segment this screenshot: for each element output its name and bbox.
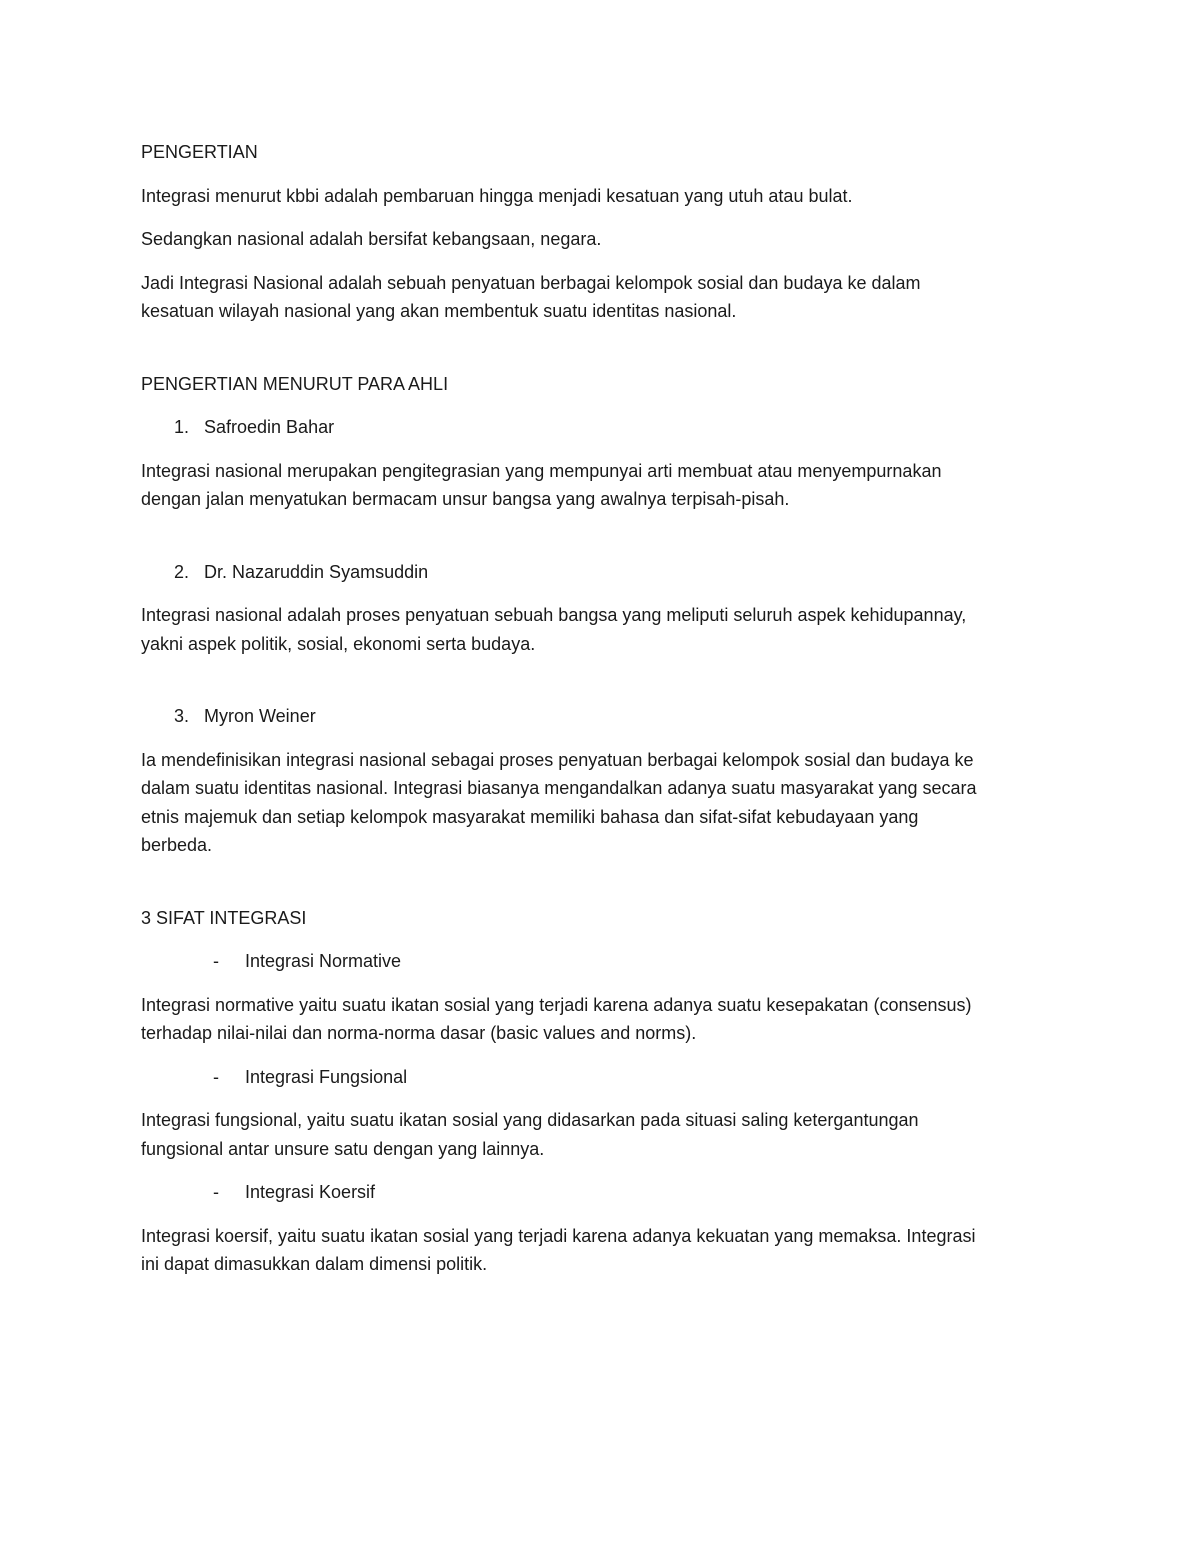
paragraph-line: fungsional antar unsure satu dengan yang lainnya. bbox=[141, 1138, 545, 1159]
paragraph-line: Integrasi nasional adalah proses penyatuan sebuah bangsa yang meliputi seluruh aspek kehidupannay, bbox=[141, 605, 967, 625]
paragraph-nasional: Sedangkan nasional adalah bersifat kebangsaan, negara. bbox=[141, 229, 602, 249]
section-heading-sifat-integrasi: 3 SIFAT INTEGRASI bbox=[141, 907, 307, 928]
integration-type-name: Integrasi Koersif bbox=[245, 1182, 376, 1202]
integration-type-definition bbox=[141, 1222, 1061, 1279]
integration-type-name: Integrasi Normative bbox=[245, 951, 402, 971]
list-number: 1. bbox=[174, 417, 190, 437]
section-heading-pengertian: PENGERTIAN bbox=[141, 142, 258, 162]
paragraph-line: Integrasi fungsional, yaitu suatu ikatan sosial yang didasarkan pada situasi saling ketergantungan bbox=[141, 1110, 919, 1130]
expert-definition bbox=[141, 601, 1061, 658]
paragraph-line: terhadap nilai-nilai dan norma-norma dasar (basic values and norms). bbox=[141, 1023, 697, 1043]
expert-definition bbox=[141, 746, 1061, 860]
paragraph-line: etnis majemuk dan setiap kelompok masyarakat memiliki bahasa dan sifat-sifat kebudayaan yang bbox=[141, 806, 919, 827]
list-bullet: - bbox=[213, 1066, 219, 1087]
list-number: 3. bbox=[174, 706, 190, 726]
expert-list-item bbox=[141, 558, 1061, 587]
integration-type-name: Integrasi Fungsional bbox=[245, 1066, 408, 1087]
paragraph-line: Jadi Integrasi Nasional adalah sebuah penyatuan berbagai kelompok sosial dan budaya ke dalam bbox=[141, 272, 921, 293]
paragraph-integrasi-nasional bbox=[141, 269, 1061, 326]
expert-list-item bbox=[141, 413, 1061, 442]
paragraph-line: yakni aspek politik, sosial, ekonomi serta budaya. bbox=[141, 633, 536, 654]
paragraph-line: Integrasi normative yaitu suatu ikatan sosial yang terjadi karena adanya suatu kesepakatan (consensus) bbox=[141, 994, 972, 1015]
integration-type-item bbox=[141, 1178, 1061, 1207]
integration-type-definition bbox=[141, 991, 1061, 1048]
expert-name: Safroedin Bahar bbox=[204, 417, 335, 437]
integration-type-item bbox=[141, 1063, 1061, 1092]
paragraph-line: ini dapat dimasukkan dalam dimensi politik. bbox=[141, 1254, 488, 1274]
list-number: 2. bbox=[174, 561, 190, 582]
paragraph-line: Ia mendefinisikan integrasi nasional sebagai proses penyatuan berbagai kelompok sosial dan budaya ke bbox=[141, 749, 974, 770]
paragraph-line: Integrasi nasional merupakan pengitegrasian yang mempunyai arti membuat atau menyempurnakan bbox=[141, 460, 942, 481]
paragraph-line: dalam suatu identitas nasional. Integrasi biasanya mengandalkan adanya suatu masyarakat yang secara bbox=[141, 778, 977, 798]
integration-type-item bbox=[141, 947, 1061, 976]
paragraph-line: Integrasi koersif, yaitu suatu ikatan sosial yang terjadi karena adanya kekuatan yang memaksa. Integrasi bbox=[141, 1225, 976, 1246]
section-heading-para-ahli: PENGERTIAN MENURUT PARA AHLI bbox=[141, 373, 449, 394]
document-page bbox=[141, 138, 1061, 1279]
expert-name: Myron Weiner bbox=[204, 706, 316, 726]
paragraph-line: kesatuan wilayah nasional yang akan membentuk suatu identitas nasional. bbox=[141, 301, 737, 321]
expert-definition bbox=[141, 457, 1061, 514]
list-bullet: - bbox=[213, 1182, 219, 1202]
integration-type-definition bbox=[141, 1106, 1061, 1163]
list-bullet: - bbox=[213, 951, 219, 971]
paragraph-kbbi: Integrasi menurut kbbi adalah pembaruan hingga menjadi kesatuan yang utuh atau bulat. bbox=[141, 185, 853, 206]
expert-list-item bbox=[141, 702, 1061, 731]
expert-name: Dr. Nazaruddin Syamsuddin bbox=[204, 561, 429, 582]
paragraph-line: berbeda. bbox=[141, 835, 213, 855]
paragraph-line: dengan jalan menyatukan bermacam unsur bangsa yang awalnya terpisah-pisah. bbox=[141, 489, 790, 509]
